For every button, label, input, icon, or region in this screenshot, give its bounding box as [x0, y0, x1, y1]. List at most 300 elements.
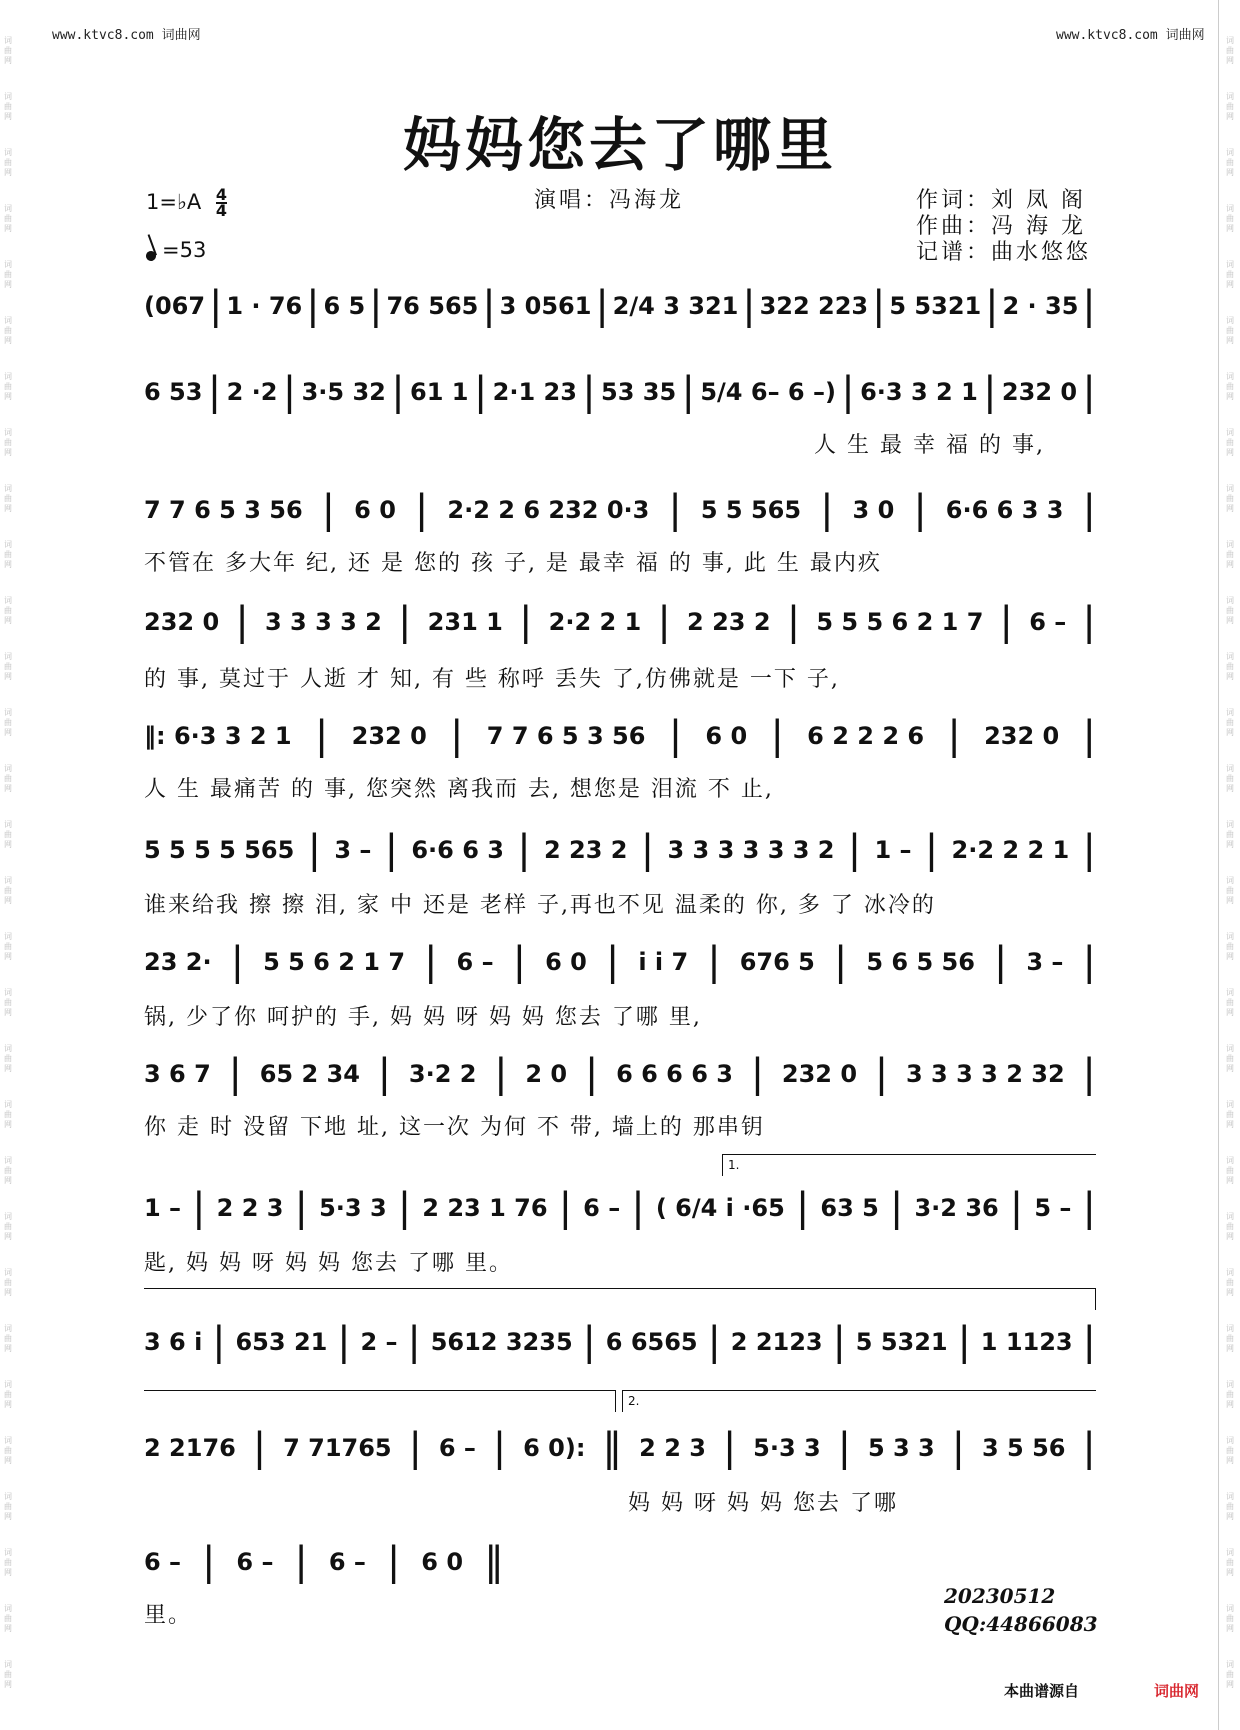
- watermark-char: 词: [4, 540, 12, 549]
- notation-line: [144, 714, 1096, 758]
- measure-notes: 232 0: [351, 722, 427, 750]
- measure-notes: 6 0):: [523, 1434, 586, 1462]
- barline: |: [391, 370, 405, 414]
- watermark-char: 网: [4, 1680, 12, 1689]
- watermark-char: 曲: [4, 718, 12, 727]
- barline: |: [582, 1320, 596, 1364]
- watermark-char: 词: [1226, 764, 1234, 773]
- watermark-char: 曲: [4, 830, 12, 839]
- measure-notes: 6·6 6 3 3: [945, 496, 1064, 524]
- watermark-char: 词: [4, 1604, 12, 1613]
- measure-notes: 6 2 2 2 6: [807, 722, 925, 750]
- watermark-char: 网: [1226, 168, 1234, 177]
- barline: |: [957, 1320, 971, 1364]
- measure-notes: (067: [144, 292, 206, 320]
- measure-notes: 2 0: [525, 1060, 568, 1088]
- watermark-char: 网: [4, 1120, 12, 1129]
- volta-2-bracket: [622, 1390, 1096, 1391]
- barline: |: [294, 1186, 309, 1230]
- barline: ‖: [483, 1540, 504, 1584]
- watermark-char: 词: [1226, 428, 1234, 437]
- watermark-char: 网: [1226, 1232, 1234, 1241]
- measure-notes: 5 5 6 2 1 7: [263, 948, 406, 976]
- barline: |: [398, 600, 412, 644]
- watermark-char: 词: [1226, 1100, 1234, 1109]
- measure-notes: 3 6 7: [144, 1060, 211, 1088]
- barline: |: [377, 1052, 392, 1096]
- watermark-char: 网: [1226, 1008, 1234, 1017]
- watermark-char: 词: [4, 148, 12, 157]
- singer-credit: 演唱：冯海龙: [534, 188, 685, 213]
- measure-notes: 6 0: [545, 948, 587, 976]
- barline: |: [414, 488, 429, 532]
- watermark-char: 词: [1226, 876, 1234, 885]
- measure-notes: 7 71765: [283, 1434, 392, 1462]
- measure-notes: 2 2123: [730, 1328, 823, 1356]
- barline: |: [307, 828, 322, 872]
- lyricist-credit: 作词：刘 凤 阁: [916, 188, 1086, 213]
- measure-notes: 232 0: [1001, 378, 1078, 406]
- watermark-char: 曲: [4, 438, 12, 447]
- watermark-char: 曲: [4, 1334, 12, 1343]
- watermark-char: 曲: [1226, 1390, 1234, 1399]
- quarter-note-icon: [145, 250, 158, 263]
- watermark-char: 曲: [1226, 158, 1234, 167]
- barline: |: [722, 1426, 737, 1470]
- watermark-char: 网: [1226, 1680, 1234, 1689]
- notation-line: [144, 370, 1096, 414]
- measure-notes: 2·2 2 2 1: [951, 836, 1070, 864]
- watermark-char: 词: [1226, 708, 1234, 717]
- watermark-char: 词: [1226, 148, 1234, 157]
- measure-notes: 2 ·2: [226, 378, 278, 406]
- measure-notes: 3 0561: [499, 292, 592, 320]
- watermark-char: 词: [4, 820, 12, 829]
- measure-notes: 6 6565: [605, 1328, 698, 1356]
- watermark-char: 词: [4, 652, 12, 661]
- barline: |: [983, 370, 997, 414]
- measure-notes: 6 0: [421, 1548, 464, 1576]
- watermark-char: 曲: [1226, 1446, 1234, 1455]
- watermark-char: 词: [1226, 1044, 1234, 1053]
- barline: |: [369, 284, 383, 328]
- watermark-char: 曲: [4, 606, 12, 615]
- measure-notes: 232 0: [144, 608, 220, 636]
- notation-line: [144, 488, 1096, 532]
- measure-notes: 61 1: [410, 378, 469, 406]
- watermark-char: 网: [4, 1232, 12, 1241]
- measure-notes: 2/4 3 321: [612, 292, 739, 320]
- barline: |: [207, 370, 222, 414]
- watermark-char: 词: [4, 36, 12, 45]
- measure-notes: 6 –: [144, 1548, 182, 1576]
- watermark-char: 网: [1226, 224, 1234, 233]
- barline: |: [202, 1540, 216, 1584]
- watermark-char: 曲: [1226, 46, 1234, 55]
- barline: |: [820, 488, 834, 532]
- watermark-char: 词: [1226, 1156, 1234, 1165]
- watermark-char: 词: [4, 1436, 12, 1445]
- notation-line: [144, 1540, 504, 1584]
- watermark-char: 曲: [4, 886, 12, 895]
- watermark-char: 曲: [1226, 1558, 1234, 1567]
- barline: |: [889, 1186, 904, 1230]
- watermark-char: 曲: [1226, 1614, 1234, 1623]
- watermark-char: 曲: [4, 214, 12, 223]
- volta-1-bracket: [722, 1154, 1096, 1155]
- measure-notes: 3 3 3 3 3 3 2: [667, 836, 835, 864]
- watermark-char: 词: [1226, 652, 1234, 661]
- lyric-line: 谁来给我 擦 擦 泪, 家 中 还是 老样 子,再也不见 温柔的 你, 多 了 冰冷的: [144, 893, 936, 918]
- measure-notes: 6 5: [323, 292, 366, 320]
- watermark-char: 网: [4, 1008, 12, 1017]
- barline: ‖: [602, 1426, 623, 1470]
- barline: |: [558, 1186, 573, 1230]
- watermark-char: 曲: [4, 270, 12, 279]
- watermark-char: 曲: [4, 1222, 12, 1231]
- watermark-char: 网: [4, 728, 12, 737]
- volta-2-bracket-left: [622, 1390, 623, 1412]
- watermark-char: 网: [4, 112, 12, 121]
- barline: |: [947, 714, 961, 758]
- measure-notes: 6 6 6 6 3: [616, 1060, 733, 1088]
- measure-notes: 53 35: [601, 378, 677, 406]
- barline: |: [407, 1320, 421, 1364]
- measure-notes: 5·3 3: [319, 1194, 387, 1222]
- watermark-char: 曲: [1226, 1502, 1234, 1511]
- watermark-char: 词: [4, 596, 12, 605]
- lyric-line: 匙, 妈 妈 呀 妈 妈 您去 了哪 里。: [144, 1251, 513, 1276]
- barline: |: [282, 370, 297, 414]
- site-url-right[interactable]: www.ktvc8.com 词曲网: [1056, 28, 1205, 43]
- watermark-char: 网: [4, 672, 12, 681]
- measure-notes: 3·2 36: [914, 1194, 999, 1222]
- lyric-line: 人 生 最 幸 福 的 事,: [814, 433, 1045, 458]
- barline: |: [631, 1186, 645, 1230]
- barline: |: [595, 284, 609, 328]
- watermark-char: 词: [1226, 1436, 1234, 1445]
- time-sig-top: 4: [215, 185, 228, 204]
- barline: |: [306, 284, 320, 328]
- measure-notes: 7 7 6 5 3 56: [486, 722, 646, 750]
- tempo-marking: [146, 238, 206, 262]
- barline: |: [294, 1540, 308, 1584]
- measure-notes: 2 –: [360, 1328, 398, 1356]
- barline: |: [951, 1426, 966, 1470]
- watermark-char: 词: [1226, 1212, 1234, 1221]
- watermark-char: 网: [4, 448, 12, 457]
- watermark-char: 网: [1226, 280, 1234, 289]
- barline: |: [837, 1426, 852, 1470]
- measure-notes: 3·2 2: [408, 1060, 477, 1088]
- watermark-char: 曲: [1226, 102, 1234, 111]
- measure-notes: 231 1: [427, 608, 503, 636]
- watermark-char: 曲: [4, 1502, 12, 1511]
- watermark-char: 曲: [1226, 1054, 1234, 1063]
- watermark-char: 词: [4, 1660, 12, 1669]
- measure-notes: 2·1 23: [492, 378, 577, 406]
- measure-notes: 6·6 6 3: [411, 836, 504, 864]
- watermark-char: 网: [1226, 392, 1234, 401]
- measure-notes: 1 · 76: [226, 292, 303, 320]
- watermark-char: 网: [1226, 448, 1234, 457]
- watermark-char: 词: [4, 92, 12, 101]
- barline: |: [192, 1186, 206, 1230]
- site-url-left[interactable]: www.ktvc8.com 词曲网: [52, 28, 201, 43]
- watermark-char: 网: [4, 560, 12, 569]
- tempo-value: =53: [162, 238, 207, 262]
- lyric-line: 里。: [144, 1603, 193, 1628]
- barline: |: [228, 1052, 243, 1096]
- barline: |: [913, 488, 927, 532]
- watermark-char: 曲: [4, 1558, 12, 1567]
- watermark-char: 曲: [4, 1278, 12, 1287]
- barline: |: [314, 714, 329, 758]
- barline: |: [1082, 284, 1096, 328]
- watermark-char: 词: [1226, 260, 1234, 269]
- barline: |: [450, 714, 464, 758]
- watermark-char: 词: [4, 1548, 12, 1557]
- measure-notes: 2 23 1 76: [422, 1194, 548, 1222]
- watermark-char: 曲: [4, 46, 12, 55]
- watermark-char: 曲: [1226, 550, 1234, 559]
- watermark-char: 曲: [1226, 998, 1234, 1007]
- watermark-char: 词: [1226, 92, 1234, 101]
- watermark-char: 网: [4, 784, 12, 793]
- barline: |: [841, 370, 855, 414]
- watermark-char: 词: [1226, 1492, 1234, 1501]
- watermark-char: 曲: [4, 1670, 12, 1679]
- time-signature: [215, 185, 228, 220]
- watermark-char: 词: [1226, 1660, 1234, 1669]
- watermark-char: 曲: [1226, 774, 1234, 783]
- measure-notes: 3 –: [1026, 948, 1064, 976]
- barline: |: [1082, 1426, 1096, 1470]
- key-label: 1=♭A: [146, 190, 202, 214]
- watermark-char: 曲: [4, 942, 12, 951]
- watermark-char: 词: [4, 484, 12, 493]
- watermark-char: 网: [4, 224, 12, 233]
- watermark-char: 词: [4, 1044, 12, 1053]
- measure-notes: 2 23 2: [687, 608, 771, 636]
- watermark-char: 曲: [4, 382, 12, 391]
- watermark-char: 词: [1226, 484, 1234, 493]
- watermark-char: 网: [1226, 1288, 1234, 1297]
- barline: |: [424, 940, 438, 984]
- watermark-char: 网: [1226, 1176, 1234, 1185]
- measure-notes: 6 –: [583, 1194, 621, 1222]
- measure-notes: i i 7: [638, 948, 689, 976]
- watermark-char: 曲: [4, 494, 12, 503]
- source-label: 本曲谱源自: [1004, 1682, 1080, 1700]
- watermark-char: 网: [1226, 560, 1234, 569]
- barline: |: [482, 284, 496, 328]
- barline: |: [1082, 940, 1096, 984]
- measure-notes: 3 5 56: [981, 1434, 1066, 1462]
- measure-notes: 2 2 3: [639, 1434, 706, 1462]
- watermark-char: 词: [1226, 1268, 1234, 1277]
- volta-1-continuation-end: [1095, 1288, 1096, 1310]
- barline: |: [832, 1320, 846, 1364]
- watermark-char: 网: [4, 1568, 12, 1577]
- watermark-char: 网: [1226, 1344, 1234, 1353]
- watermark-char: 曲: [4, 774, 12, 783]
- barline: |: [640, 828, 655, 872]
- watermark-char: 曲: [1226, 1278, 1234, 1287]
- site-logo[interactable]: 词曲网: [1154, 1682, 1200, 1700]
- watermark-char: 网: [1226, 1568, 1234, 1577]
- measure-notes: 676 5: [739, 948, 815, 976]
- watermark-char: 词: [4, 1100, 12, 1109]
- measure-notes: 3 6 i: [144, 1328, 203, 1356]
- date-stamp: 20230512: [944, 1584, 1056, 1608]
- watermark-char: 曲: [1226, 1670, 1234, 1679]
- watermark-char: 曲: [1226, 606, 1234, 615]
- watermark-char: 词: [4, 1268, 12, 1277]
- measure-notes: 6 0: [354, 496, 396, 524]
- watermark-char: 网: [4, 1344, 12, 1353]
- watermark-char: 词: [1226, 316, 1234, 325]
- watermark-char: 曲: [4, 1614, 12, 1623]
- watermark-char: 词: [4, 988, 12, 997]
- watermark-char: 曲: [1226, 662, 1234, 671]
- volta-end-line: [144, 1390, 616, 1391]
- barline: |: [235, 600, 249, 644]
- barline: |: [872, 284, 886, 328]
- watermark-char: 曲: [4, 998, 12, 1007]
- barline: |: [473, 370, 488, 414]
- barline: |: [208, 284, 223, 328]
- barline: |: [668, 488, 682, 532]
- measure-notes: 6·3 3 2 1: [860, 378, 978, 406]
- watermark-char: 网: [4, 1400, 12, 1409]
- notation-line: [144, 940, 1096, 984]
- lyric-line: 的 事, 莫过于 人逝 才 知, 有 些 称呼 丢失 了,仿佛就是 一下 子,: [144, 667, 840, 692]
- measure-notes: 3 3 3 3 2: [264, 608, 382, 636]
- lyric-line: 不管在 多大年 纪, 还 是 您的 孩 子, 是 最幸 福 的 事, 此 生 最内疚: [144, 551, 882, 576]
- measure-notes: 5·3 3: [753, 1434, 821, 1462]
- barline: |: [742, 284, 756, 328]
- watermark-char: 词: [4, 316, 12, 325]
- measure-notes: 3 –: [334, 836, 372, 864]
- watermark-char: 曲: [4, 1166, 12, 1175]
- notation-line: [144, 1426, 1096, 1470]
- watermark-char: 曲: [4, 662, 12, 671]
- barline: |: [1082, 1320, 1096, 1364]
- watermark-char: 词: [4, 876, 12, 885]
- watermark-char: 网: [1226, 784, 1234, 793]
- barline: |: [847, 828, 862, 872]
- watermark-char: 网: [1226, 56, 1234, 65]
- watermark-char: 词: [1226, 932, 1234, 941]
- measure-notes: 5 –: [1034, 1194, 1072, 1222]
- barline: |: [993, 940, 1008, 984]
- watermark-char: 网: [4, 1288, 12, 1297]
- qq-stamp: QQ:44866083: [944, 1612, 1098, 1636]
- watermark-char: 曲: [1226, 270, 1234, 279]
- barline: |: [786, 600, 801, 644]
- watermark-char: 网: [1226, 1624, 1234, 1633]
- watermark-char: 曲: [4, 1446, 12, 1455]
- measure-notes: 5 6 5 56: [866, 948, 975, 976]
- watermark-char: 网: [4, 616, 12, 625]
- watermark-char: 曲: [1226, 1166, 1234, 1175]
- barline: |: [1082, 370, 1096, 414]
- watermark-char: 曲: [4, 102, 12, 111]
- watermark-char: 词: [1226, 1604, 1234, 1613]
- measure-notes: 5612 3235: [430, 1328, 573, 1356]
- barline: |: [584, 1052, 599, 1096]
- song-title: 妈妈您去了哪里: [402, 111, 837, 179]
- measure-notes: 3·5 32: [301, 378, 386, 406]
- watermark-char: 网: [1226, 728, 1234, 737]
- watermark-char: 网: [1226, 504, 1234, 513]
- measure-notes: 6 –: [1029, 608, 1067, 636]
- measure-notes: 6 53: [144, 378, 203, 406]
- measure-notes: 1 1123: [980, 1328, 1073, 1356]
- barline: |: [1082, 714, 1096, 758]
- volta-1-bracket-left: [722, 1154, 723, 1176]
- measure-notes: 76 565: [386, 292, 479, 320]
- barline: |: [750, 1052, 765, 1096]
- watermark-char: 词: [1226, 820, 1234, 829]
- watermark-char: 网: [1226, 1064, 1234, 1073]
- measure-notes: 5 5321: [855, 1328, 948, 1356]
- watermark-char: 曲: [4, 326, 12, 335]
- watermark-char: 网: [1226, 840, 1234, 849]
- watermark-char: 网: [4, 1064, 12, 1073]
- watermark-char: 词: [4, 932, 12, 941]
- watermark-char: 网: [4, 896, 12, 905]
- watermark-char: 网: [1226, 1456, 1234, 1465]
- watermark-char: 网: [4, 1456, 12, 1465]
- barline: |: [517, 828, 531, 872]
- barline: |: [252, 1426, 267, 1470]
- notation-line: [144, 1320, 1096, 1364]
- measure-notes: 7 7 6 5 3 56: [144, 496, 303, 524]
- notation-line: [144, 284, 1096, 328]
- watermark-char: 网: [4, 952, 12, 961]
- watermark-char: 曲: [1226, 438, 1234, 447]
- watermark-char: 词: [1226, 1548, 1234, 1557]
- volta-2-label: 2.: [628, 1394, 640, 1408]
- watermark-char: 网: [4, 840, 12, 849]
- watermark-char: 词: [4, 1212, 12, 1221]
- measure-notes: 6 –: [438, 1434, 476, 1462]
- watermark-char: 词: [1226, 204, 1234, 213]
- notation-line: [144, 828, 1096, 872]
- measure-notes: 6 –: [328, 1548, 366, 1576]
- watermark-char: 词: [4, 260, 12, 269]
- barline: |: [657, 600, 671, 644]
- watermark-char: 词: [1226, 1324, 1234, 1333]
- measure-notes: 5 5321: [889, 292, 982, 320]
- watermark-char: 曲: [4, 550, 12, 559]
- watermark-char: 网: [4, 1512, 12, 1521]
- side-watermark-right: [1222, 0, 1240, 1730]
- measure-notes: 6 –: [236, 1548, 274, 1576]
- measure-notes: 2 23 2: [543, 836, 628, 864]
- measure-notes: 1 –: [144, 1194, 182, 1222]
- barline: |: [494, 1052, 508, 1096]
- measure-notes: ‖: 6·3 3 2 1: [144, 722, 292, 750]
- watermark-char: 曲: [4, 1054, 12, 1063]
- measure-notes: 232 0: [984, 722, 1060, 750]
- watermark-char: 网: [1226, 896, 1234, 905]
- watermark-char: 网: [4, 56, 12, 65]
- watermark-char: 词: [1226, 36, 1234, 45]
- barline: |: [1082, 600, 1096, 644]
